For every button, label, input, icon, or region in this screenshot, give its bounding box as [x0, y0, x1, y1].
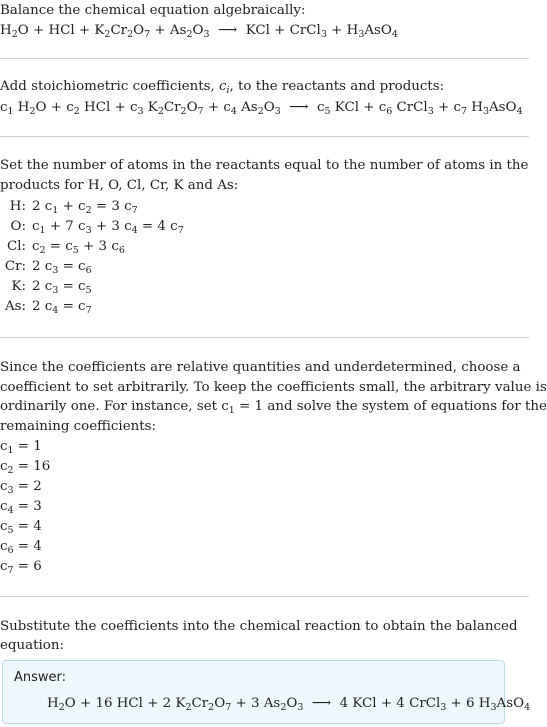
divider	[0, 58, 529, 59]
divider	[0, 136, 529, 137]
divider	[0, 596, 529, 597]
solution-c6: $c_6 = 4$	[0, 539, 42, 556]
step3-intro-line1: Set the number of atoms in the reactants equal to the number of atoms in the	[0, 158, 529, 173]
atom-equation-h: H: 2 $c_1 + c_2 = 3$ $c_7$	[9, 199, 138, 216]
step1-intro: Balance the chemical equation algebraically:	[0, 3, 306, 18]
step4-intro-line3: ordinarily one. For instance, set $c_1 = 1$ and solve the system of equations for the	[0, 399, 547, 416]
atom-equation-k: K: 2 $c_3 = c_5$	[11, 279, 92, 296]
solution-c5: $c_5 = 4$	[0, 519, 42, 536]
solution-c2: $c_2 = 16$	[0, 459, 51, 476]
step4-intro-line2: coefficient to set arbitrarily. To keep the coefficients small, the arbitrary value is	[0, 380, 547, 395]
coefficient-equation: $c_1$ $H_2O + c_2$ HCl + $c_3$ $K_2Cr_2O_7 + c_4$ $As_2O_3$ ⟶ $c_5$ KCl + $c_6$ CrCl$_3$ + $c_7$ $H_3AsO_4$	[0, 100, 523, 117]
atom-equation-cr: Cr: 2 $c_3 = c_6$	[4, 259, 92, 276]
step4-intro-line1: Since the coefficients are relative quantities and underdetermined, choose a	[0, 360, 521, 375]
answer-label: Answer:	[14, 670, 67, 685]
solution-c1: $c_1 = 1$	[0, 439, 42, 456]
atom-equation-o: O: $c_1 + 7$ $c_3 + 3$ $c_4 = 4$ $c_7$	[10, 219, 184, 236]
balanced-equation: $H_2O + 16$ HCl + 2 $K_2Cr_2O_7 + 3$ $As_2O_3$ ⟶ 4 KCl + 4 CrCl$_3$ + 6 $H_3AsO_4$	[47, 696, 531, 713]
divider	[0, 337, 529, 338]
atom-equation-as: As: 2 $c_4 = c_7$	[4, 299, 92, 316]
solution-c4: $c_4 = 3$	[0, 499, 42, 516]
step3-intro-line2: products for H, O, Cl, Cr, K and As:	[0, 178, 239, 193]
step2-intro: Add stoichiometric coefficients, $c_i$, to the reactants and products:	[0, 79, 445, 96]
step5-intro-line1: Substitute the coefficients into the chemical reaction to obtain the balanced	[0, 619, 518, 634]
step5-intro-line2: equation:	[0, 638, 64, 653]
atom-equation-cl: Cl: $c_2 = c_5 + 3$ $c_6$	[6, 239, 125, 256]
solution-c7: $c_7 = 6$	[0, 559, 42, 576]
solution-c3: $c_3 = 2$	[0, 479, 42, 496]
answer-box	[2, 660, 531, 724]
unbalanced-equation: $H_2O$ + HCl + $K_2Cr_2O_7 + As_2O_3$ ⟶ KCl + CrCl$_3$ + $H_3AsO_4$	[0, 23, 398, 40]
step4-intro-line4: remaining coefficients:	[0, 419, 157, 434]
